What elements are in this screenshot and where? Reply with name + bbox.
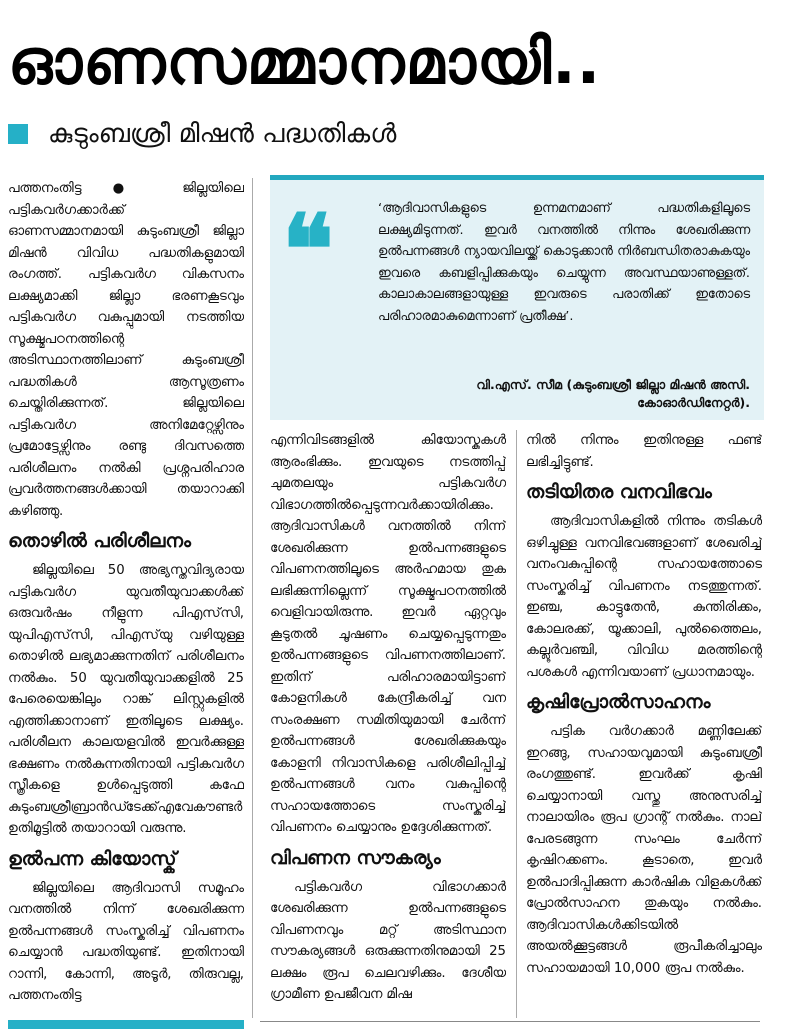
agriculture-paragraph: പട്ടിക വർഗക്കാർ മണ്ണിലേക്ക് ഇറങ്ങു, സഹായവുമായി കുടുംബശ്രീ രംഗത്തുണ്ട്. ഇവർക്ക് കൃഷി ചെയ്യാനായി വസ്തു അനുസരിച്ച് നാലായിരം രൂപ ഗ്രാന്റ് നൽകും. നാല് പേരടങ്ങുന്ന സംഘം ചേർന്ന് കൃഷിറക്കണം. കൂടാതെ, ഇവർ ഉൽപാദിപ്പിക്കുന്ന കാർഷിക വിളകൾക്ക് പ്രോൽസാഹന തുകയും നൽകും. ആദിവാസികൾക്കിടയിൽ അയൽക്കൂട്ടങ്ങൾ രൂപീകരിച്ചാലും സഹായമായി 10,000 രൂപ നൽകും. xyxy=(526,724,762,976)
quote-attribution: വി.എസ്. സീമ (കുടുംബശ്രീ ജില്ലാ മിഷൻ അസി. കോഓർഡിനേറ്റർ). xyxy=(476,377,750,410)
quote-mark-icon: ❝ xyxy=(282,193,334,306)
subheadline: കുടുംബശ്രീ മിഷൻ പദ്ധതികൾ xyxy=(48,119,397,149)
kiosk-paragraph: ജില്ലയിലെ ആദിവാസി സമൂഹം വനത്തിൽ നിന്ന് ശേഖരിക്കുന്ന ഉൽപന്നങ്ങൾ സംസ്കരിച്ച് വിപണനം ചെയ്യാൻ പദ്ധതിയുണ്ട്. ഇതിനായി റാന്നി, കോന്നി, അടൂർ, തിരുവല്ല, പത്തനംതിട്ട xyxy=(8,880,244,1003)
headline: ഓണസമ്മാനമായി.. xyxy=(8,25,602,98)
section-heading-marketing: വിപണന സൗകര്യം xyxy=(270,846,441,869)
column-divider-1 xyxy=(252,178,253,1018)
pull-quote xyxy=(270,175,764,420)
fund-paragraph: നിൽ നിന്നും ഇതിനുള്ള ഫണ്ട് ലഭിച്ചിട്ടുണ്ട്. xyxy=(526,433,762,470)
column-1 xyxy=(8,178,244,1018)
kiosk-continued-paragraph: എന്നിവിടങ്ങളിൽ കിയോസ്കുകൾ ആരംഭിക്കും. ഇവയുടെ നടത്തിപ്പ് ചുമതലയും പട്ടികവർഗ വിഭാഗത്തിൽപ്പെടുന്നവർക്കായിരിക്കും. ആദിവാസികൾ വനത്തിൽ നിന്ന് ശേഖരിക്കുന്ന ഉൽപന്നങ്ങളുടെ വിപണനത്തിലൂടെ അർഹമായ തുക ലഭിക്കുന്നില്ലെന്ന് സൂക്ഷ്മപഠനത്തിൽ വെളിവായിരുന്നു. ഇവർ ഏറ്റവും കൂടുതൽ ചൂഷണം ചെയ്യപ്പെടുന്നതും ഉൽപന്നങ്ങളുടെ വിപണനത്തിലാണ്. ഇതിന് പരിഹാരമായിട്ടാണ് കോളനികൾ കേന്ദ്രീകരിച്ച് വന സംരക്ഷണ സമിതിയുമായി ചേർന്ന് ഉൽപന്നങ്ങൾ ശേഖരിക്കുകയും കോളനി നിവാസികളെ പരിശീലിപ്പിച്ച് ഉൽപന്നങ്ങൾ വനം വകുപ്പിന്റെ സഹായത്തോടെ സംസ്കരിച്ച് വിപണനം ചെയ്യാനും ഉദ്ദേശിക്കുന്നത്. xyxy=(270,433,506,835)
quote-text: ‘ആദിവാസികളുടെ ഉന്നമനമാണ് പദ്ധതികളിലൂടെ ലക്ഷ്യമിടുന്നത്. ഇവർ വനത്തിൽ നിന്നും ശേഖരിക്കുന്ന ഉൽപന്നങ്ങൾ ന്യായവിലയ്ക്ക് കൊടുക്കാൻ നിർബന്ധിതരാകുകയും ഇവരെ കബളിപ്പിക്കുകയും ചെയ്യുന്ന അവസ്ഥയാണുള്ളത്. കാലാകാലങ്ങളായുള്ള ഇവരുടെ പരാതിക്ക് ഇതോടെ പരിഹാരമാകുമെന്നാണ് പ്രതീക്ഷ’. xyxy=(378,201,750,324)
forest-produce-paragraph: ആദിവാസികളിൽ നിന്നും തടികൾ ഒഴിച്ചുള്ള വനവിഭവങ്ങളാണ് ശേഖരിച്ച് വനംവകുപ്പിന്റെ സഹായത്തോടെ സംസ്കരിച്ച് വിപണനം നടത്തുന്നത്. ഇഞ്ച, കാട്ടുതേൻ, കുന്തിരിക്കം, കോലരക്ക്, യൂക്കാലി, പുൽത്തൈലം, കല്ലൂർവഞ്ചി, വിവിധ മരത്തിന്റെ പശകൾ എന്നിവയാണ് പ്രധാനമായും. xyxy=(526,514,762,680)
bottom-rule xyxy=(260,1021,760,1022)
section-heading-training: തൊഴിൽ പരിശീലനം xyxy=(8,530,191,552)
section-heading-agriculture: കൃഷിപ്രോൽസാഹനം xyxy=(526,691,711,713)
section-heading-kiosk: ഉൽപന്ന കിയോസ്ക് xyxy=(8,847,177,870)
section-heading-forest-produce: തടിയിതര വനവിഭവം xyxy=(526,481,712,503)
intro-paragraph: പത്തനംതിട്ട ● ജില്ലയിലെ പട്ടികവർഗക്കാർക്ക് ഓണസമ്മാനമായി കുടുംബശ്രീ ജില്ലാ മിഷൻ വിവിധ പദ്ധതികളുമായി രംഗത്ത്. പട്ടികവർഗ വികസനം ലക്ഷ്യമാക്കി ജില്ലാ ഭരണകൂടവും പട്ടികവർഗ വകുപ്പുമായി നടത്തിയ സൂക്ഷ്മപഠനത്തിന്റെ അടിസ്ഥാനത്തിലാണ് കുടുംബശ്രീ പദ്ധതികൾ ആസൂത്രണം ചെയ്തിരിക്കുന്നത്. ജില്ലയിലെ പട്ടികവർഗ അനിമേറ്റേഴ്സിനും പ്രമോട്ടേഴ്സിനും രണ്ടു ദിവസത്തെ പരിശീലനം നൽകി പ്രശ്നപരിഹാര പ്രവർത്തനങ്ങൾക്കായി തയാറാക്കി കഴിഞ്ഞു. xyxy=(8,181,244,519)
subheadline-marker xyxy=(8,124,28,144)
training-paragraph: ജില്ലയിലെ 50 അഭ്യസ്തവിദ്യരായ പട്ടികവർഗ യുവതീയുവാക്കൾക്ക് ഒരുവർഷം നീളുന്ന പിഎസ്‌സി, യുപിഎസ്‌സി, പിഎസ്‌യു വഴിയുള്ള തൊഴിൽ ലഭ്യമാക്കുന്നതിന് പരിശീലനം നൽകും. 50 യുവതീയുവാക്കളിൽ 25 പേരെയെങ്കിലും റാങ്ക് ലിസ്റ്റുകളിൽ എത്തിക്കാനാണ് ഇതിലൂടെ ലക്ഷ്യം. പരിശീലന കാലയളവിൽ ഇവർക്കുള്ള ഭക്ഷണം നൽകുന്നതിനായി പട്ടികവർഗ സ്ത്രീകളെ ഉൾപ്പെടുത്തി കഫേ കുടുംബശ്രീബ്രാൻഡ്ടേക്ക്എവേകൗണ്ടർ ഉതിമൂട്ടിൽ തയാറായി വരുന്നു. xyxy=(8,563,244,836)
column-3 xyxy=(526,430,762,1020)
column-divider-2 xyxy=(516,430,517,1018)
column-2 xyxy=(270,430,506,1020)
bottom-accent-bar xyxy=(8,1020,244,1029)
marketing-paragraph: പട്ടികവർഗ വിഭാഗക്കാർ ശേഖരിക്കുന്ന ഉൽപന്നങ്ങളുടെ വിപണനവും മറ്റ് അടിസ്ഥാന സൗകര്യങ്ങൾ ഒരുക്കുന്നതിനുമായി 25 ലക്ഷം രൂപ ചെലവഴിക്കും. ദേശീയ ഗ്രാമീണ ഉപജീവന മിഷ xyxy=(270,879,506,1002)
